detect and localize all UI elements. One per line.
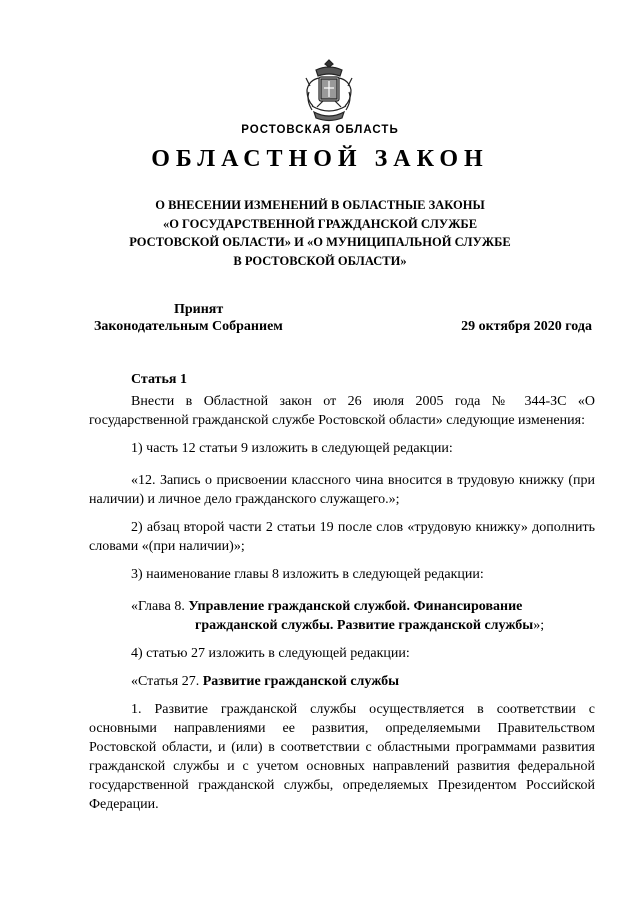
adoption-label: Принят (174, 302, 224, 317)
article-27-title: Развитие гражданской службы (202, 674, 400, 689)
article-27-heading (89, 672, 595, 691)
chapter-prefix: «Глава 8. (131, 599, 189, 614)
chapter-suffix: »; (533, 618, 545, 633)
article-27-paragraph-1: 1. Развитие гражданской службы осуществляется в соответствии с основными направлениями ее развития, определяемыми Правительством Ростовской области, и (или) в соответствии с областными программами развития гражданской службы и с учетом основных направлений развития федеральной государственной гражданской службы, определяемых Президентом Российской Федерации. (89, 702, 595, 812)
article-heading: Статья 1 (131, 372, 187, 387)
amendment-item-3: 3) наименование главы 8 изложить в следующей редакции: (131, 567, 484, 582)
article-27-prefix: «Статья 27. (131, 674, 203, 689)
document-type-title: ОБЛАСТНОЙ ЗАКОН (151, 146, 489, 172)
article-intro: Внести в Областной закон от 26 июля 2005 года № 344-ЗС «О государственной гражданской службе Ростовской области» следующие изменения: (89, 394, 595, 428)
chapter-title-line-2: гражданской службы. Развитие гражданской службы (195, 618, 534, 633)
coat-of-arms-icon (300, 56, 358, 124)
article-body (89, 370, 595, 814)
amendment-item-1: 1) часть 12 статьи 9 изложить в следующей редакции: (131, 441, 453, 456)
adopting-body: Законодательным Собранием (94, 319, 283, 334)
region-name: РОСТОВСКАЯ ОБЛАСТЬ (241, 124, 399, 136)
subtitle-line: «О ГОСУДАРСТВЕННОЙ ГРАЖДАНСКОЙ СЛУЖБЕ (162, 216, 478, 231)
law-subtitle (60, 196, 580, 270)
subtitle-line: О ВНЕСЕНИИ ИЗМЕНЕНИЙ В ОБЛАСТНЫЕ ЗАКОНЫ (155, 198, 485, 212)
chapter-title-continuation (89, 616, 595, 635)
amendment-item-4: 4) статью 27 изложить в следующей редакции: (131, 646, 410, 661)
chapter-8-title (89, 597, 595, 635)
subtitle-line: В РОСТОВСКОЙ ОБЛАСТИ» (233, 253, 407, 268)
amendment-quote-1: «12. Запись о присвоении классного чина вносится в трудовую книжку (при наличии) и личное дело гражданского служащего.»; (89, 473, 595, 507)
adoption-date: 29 октября 2020 года (461, 319, 592, 334)
subtitle-line: РОСТОВСКОЙ ОБЛАСТИ» И «О МУНИЦИПАЛЬНОЙ СЛУЖБЕ (129, 235, 511, 249)
chapter-title-line-1: Управление гражданской службой. Финансирование (188, 599, 523, 614)
amendment-item-2: 2) абзац второй части 2 статьи 19 после слов «трудовую книжку» дополнить словами «(при наличии)»; (89, 520, 595, 554)
